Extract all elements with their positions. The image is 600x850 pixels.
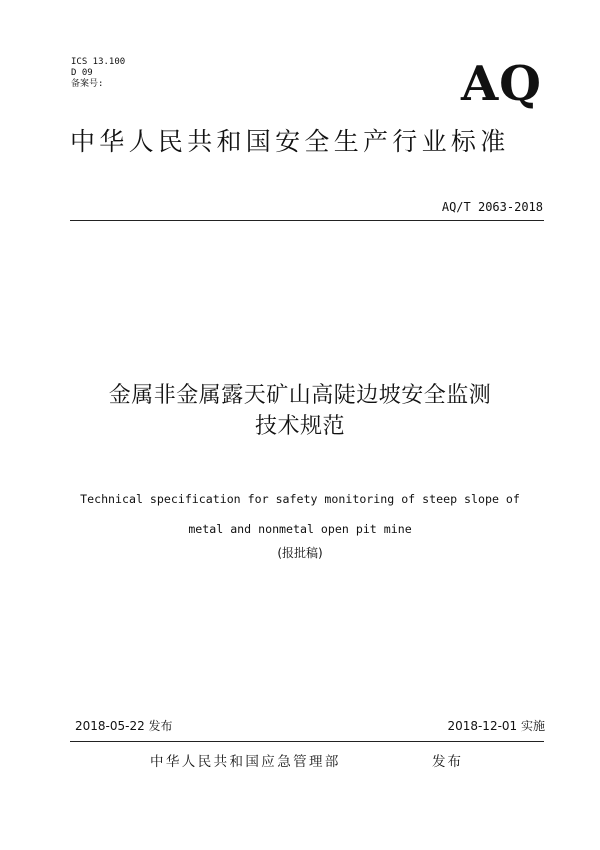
document-title-cn [50, 380, 550, 442]
issue-date: 2018-05-22 发布 [75, 719, 173, 733]
ics-code: ICS 13.100 [71, 57, 126, 67]
classification-block [71, 57, 125, 90]
draft-status-note: (报批稿) [277, 546, 323, 560]
ccs-code: D 09 [71, 68, 93, 78]
standard-category-title: 中华人民共和国安全生产行业标准 [70, 127, 510, 156]
issuing-action: 发布 [432, 754, 463, 770]
implementation-date: 2018-12-01 实施 [447, 719, 545, 733]
document-title-en [40, 484, 560, 544]
title-en-line-1: Technical specification for safety monitoring of steep slope of [80, 492, 520, 506]
title-cn-line-2: 技术规范 [254, 414, 345, 439]
filing-number-label: 备案号: [71, 79, 104, 89]
bottom-divider [70, 741, 544, 742]
aq-logo: AQ [460, 56, 542, 112]
title-en-line-2: metal and nonmetal open pit mine [188, 522, 412, 536]
standard-number: AQ/T 2063-2018 [441, 200, 543, 214]
top-divider [70, 220, 544, 221]
title-cn-line-1: 金属非金属露天矿山高陡边坡安全监测 [108, 383, 492, 408]
issuing-authority: 中华人民共和国应急管理部 [150, 754, 341, 770]
